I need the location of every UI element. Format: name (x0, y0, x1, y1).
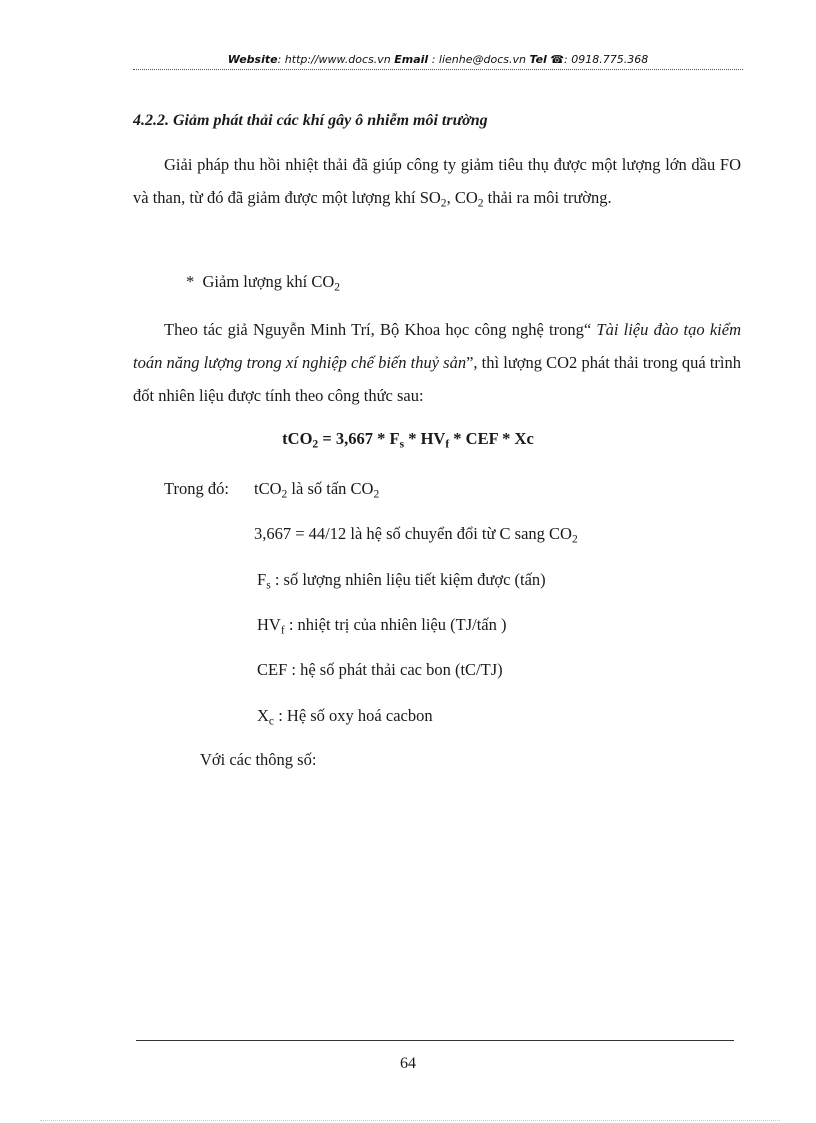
page-number: 64 (400, 1055, 416, 1072)
paragraph-source (133, 313, 741, 412)
page-edge (40, 1120, 780, 1121)
subscript: 2 (334, 281, 341, 294)
para1-text-end: thải ra môi trường. (483, 188, 612, 207)
def-text: 3,667 = 44/12 là hệ số chuyển đổi từ C sang CO (254, 524, 572, 543)
formula-part: tCO (282, 429, 313, 448)
bullet-mark: * (186, 272, 195, 291)
tel-value: : 0918.775.368 (564, 53, 649, 66)
subscript: 2 (312, 438, 319, 451)
header-divider (133, 69, 743, 70)
definitions-intro: Trong đó: (164, 479, 229, 498)
def-text: : nhiệt trị của nhiên liệu (TJ/tấn ) (284, 615, 507, 634)
email-value[interactable]: : lienhe@docs.vn (431, 53, 526, 66)
subscript: 2 (281, 488, 288, 501)
formula-part: * HV (404, 429, 446, 448)
def-text: : số lượng nhiên liệu tiết kiệm được (tấn) (270, 570, 546, 589)
definition-hvf (257, 615, 506, 635)
def-text: tCO (254, 479, 282, 498)
subscript: 2 (571, 533, 578, 546)
subscript: 2 (477, 197, 484, 210)
phone-icon: ☎ (550, 53, 565, 66)
definition-tco2 (254, 479, 379, 499)
def-text: F (257, 570, 267, 589)
subscript: c (268, 715, 275, 728)
def-text: là số tấn CO (287, 479, 374, 498)
website-label: Website (227, 53, 278, 66)
tel-label: Tel (529, 53, 547, 66)
subscript: 2 (373, 488, 380, 501)
definition-factor (254, 524, 578, 544)
formula-part: * CEF * Xc (449, 429, 534, 448)
section-heading: 4.2.2. Giảm phát thải các khí gây ô nhiễm môi trường (133, 112, 488, 129)
formula-part: = 3,667 * F (318, 429, 400, 448)
para2-text: Theo tác giả Nguyễn Minh Trí, Bộ Khoa học công nghệ trong“ (164, 320, 597, 339)
website-value[interactable]: : http://www.docs.vn (277, 53, 391, 66)
subscript: s (266, 579, 271, 592)
document-title: Tài liệu đào tạo kiểm toán năng lượng trong xí nghiệp chế biến thuỷ sản (133, 320, 742, 372)
bullet-co2 (186, 272, 340, 292)
footer-divider (136, 1040, 734, 1041)
definition-cef: CEF : hệ số phát thải cac bon (tC/TJ) (257, 660, 503, 679)
page-header (133, 53, 743, 66)
co2-formula (0, 429, 816, 449)
subscript: 2 (440, 197, 447, 210)
def-text: : Hệ số oxy hoá cacbon (274, 706, 433, 725)
subscript: f (445, 438, 450, 451)
definition-xc (257, 706, 433, 726)
para1-text-mid: , CO (446, 188, 478, 207)
para2-text-end: ”, thì lượng CO2 phát thải trong quá trình đốt nhiên liệu được tính theo công thức sau: (133, 353, 741, 405)
para1-text: Giải pháp thu hồi nhiệt thải đã giúp công ty giảm tiêu thụ được một lượng lớn dầu FO và than, từ đó đã giảm được một lượng khí SO (133, 155, 741, 207)
params-label: Với các thông số: (200, 750, 317, 769)
bullet-text: Giảm lượng khí CO (202, 272, 335, 291)
email-label: Email (394, 53, 429, 66)
definition-fs (257, 570, 546, 590)
paragraph-intro (133, 148, 741, 214)
def-text: HV (257, 615, 281, 634)
def-text: X (257, 706, 269, 725)
subscript: f (280, 624, 285, 637)
subscript: s (399, 438, 405, 451)
